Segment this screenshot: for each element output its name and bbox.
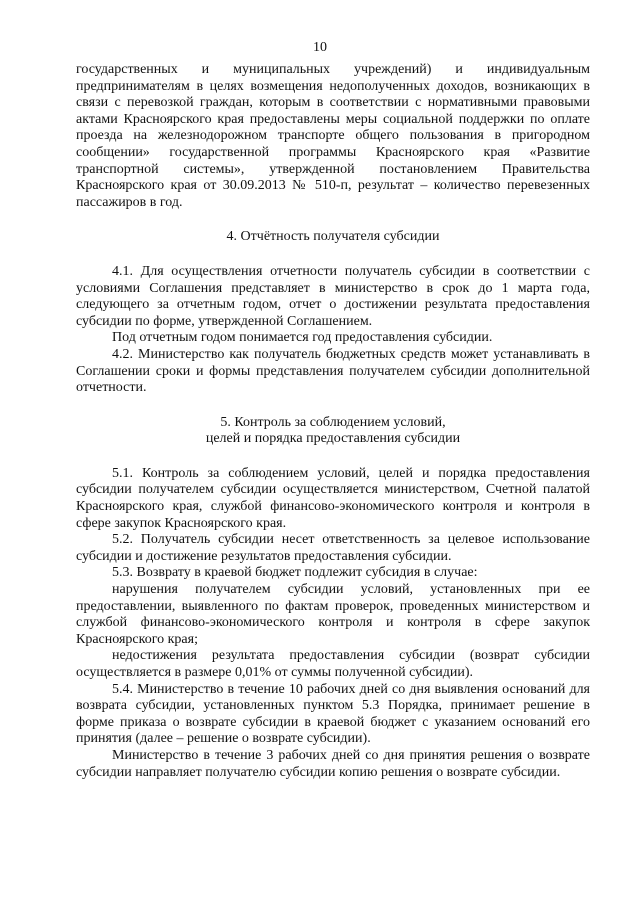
paragraph-intro: государственных и муниципальных учреждений) и индивидуальным предпринимателям в целях возмещения недополученных доходов, возникающих в связи с перевозкой граждан, которым в соответствии с нормативными правовыми актами Красноярского края предоставлены меры социальной поддержки по оплате проезда на железнодорожном транспорте общего пользования в пригородном сообщении» государственной программы Красноярского края «Развитие транспортной системы», утвержденной постановлением Правительства Красноярского края от 30.09.2013 № 510-п, результат – количество перевезенных пассажиров в год. [76,62,590,210]
document-body [76,62,590,781]
paragraph-5-4-b: Министерство в течение 3 рабочих дней со дня принятия решения о возврате субсидии направляет получателю субсидии копию решения о возврате субсидии. [76,747,590,780]
paragraph-5-3-a: нарушения получателем субсидии условий, установленных при ее предоставлении, выявленного по фактам проверок, проведенных министерством и службой финансово-экономического контроля и контроля в сфере закупок Красноярского края; [76,582,590,647]
paragraph-5-4: 5.4. Министерство в течение 10 рабочих дней со дня выявления оснований для возврата субсидии, установленных пунктом 5.3 Порядка, принимает решение в форме приказа о возврате субсидии в краевой бюджет с указанием оснований его принятия (далее – решение о возврате субсидии). [76,681,590,747]
paragraph-5-2: 5.2. Получатель субсидии несет ответственность за целевое использование субсидии и достижение результатов предоставления субсидии. [76,532,590,564]
paragraph-4-2: 4.2. Министерство как получатель бюджетных средств может устанавливать в Соглашении сроки и формы представления получателем субсидии дополнительной отчетности. [76,346,590,396]
paragraph-4-1-note: Под отчетным годом понимается год предоставления субсидии. [112,330,493,346]
section-5-heading-line1: 5. Контроль за соблюдением условий, [220,414,446,430]
paragraph-5-1: 5.1. Контроль за соблюдением условий, целей и порядка предоставления субсидии получателем субсидии осуществляется министерством, Счетной палатой Красноярского края, службой финансово-экономического контроля и контроля в сфере закупок Красноярского края. [76,465,590,531]
paragraph-4-1: 4.1. Для осуществления отчетности получатель субсидии в соответствии с условиями Соглашения представляет в министерство в срок до 1 марта года, следующего за отчетным годом, отчет о достижении результата предоставления субсидии по форме, утвержденной Соглашением. [76,263,590,329]
paragraph-5-3: 5.3. Возврату в краевой бюджет подлежит субсидия в случае: [112,565,478,581]
section-5-heading-line2: целей и порядка предоставления субсидии [205,431,461,447]
paragraph-5-3-b: недостижения результата предоставления субсидии (возврат субсидии осуществляется в размере 0,01% от суммы полученной субсидии). [76,648,590,680]
section-4-heading: 4. Отчётность получателя субсидии [226,229,440,245]
page-number: 10 [313,40,327,55]
